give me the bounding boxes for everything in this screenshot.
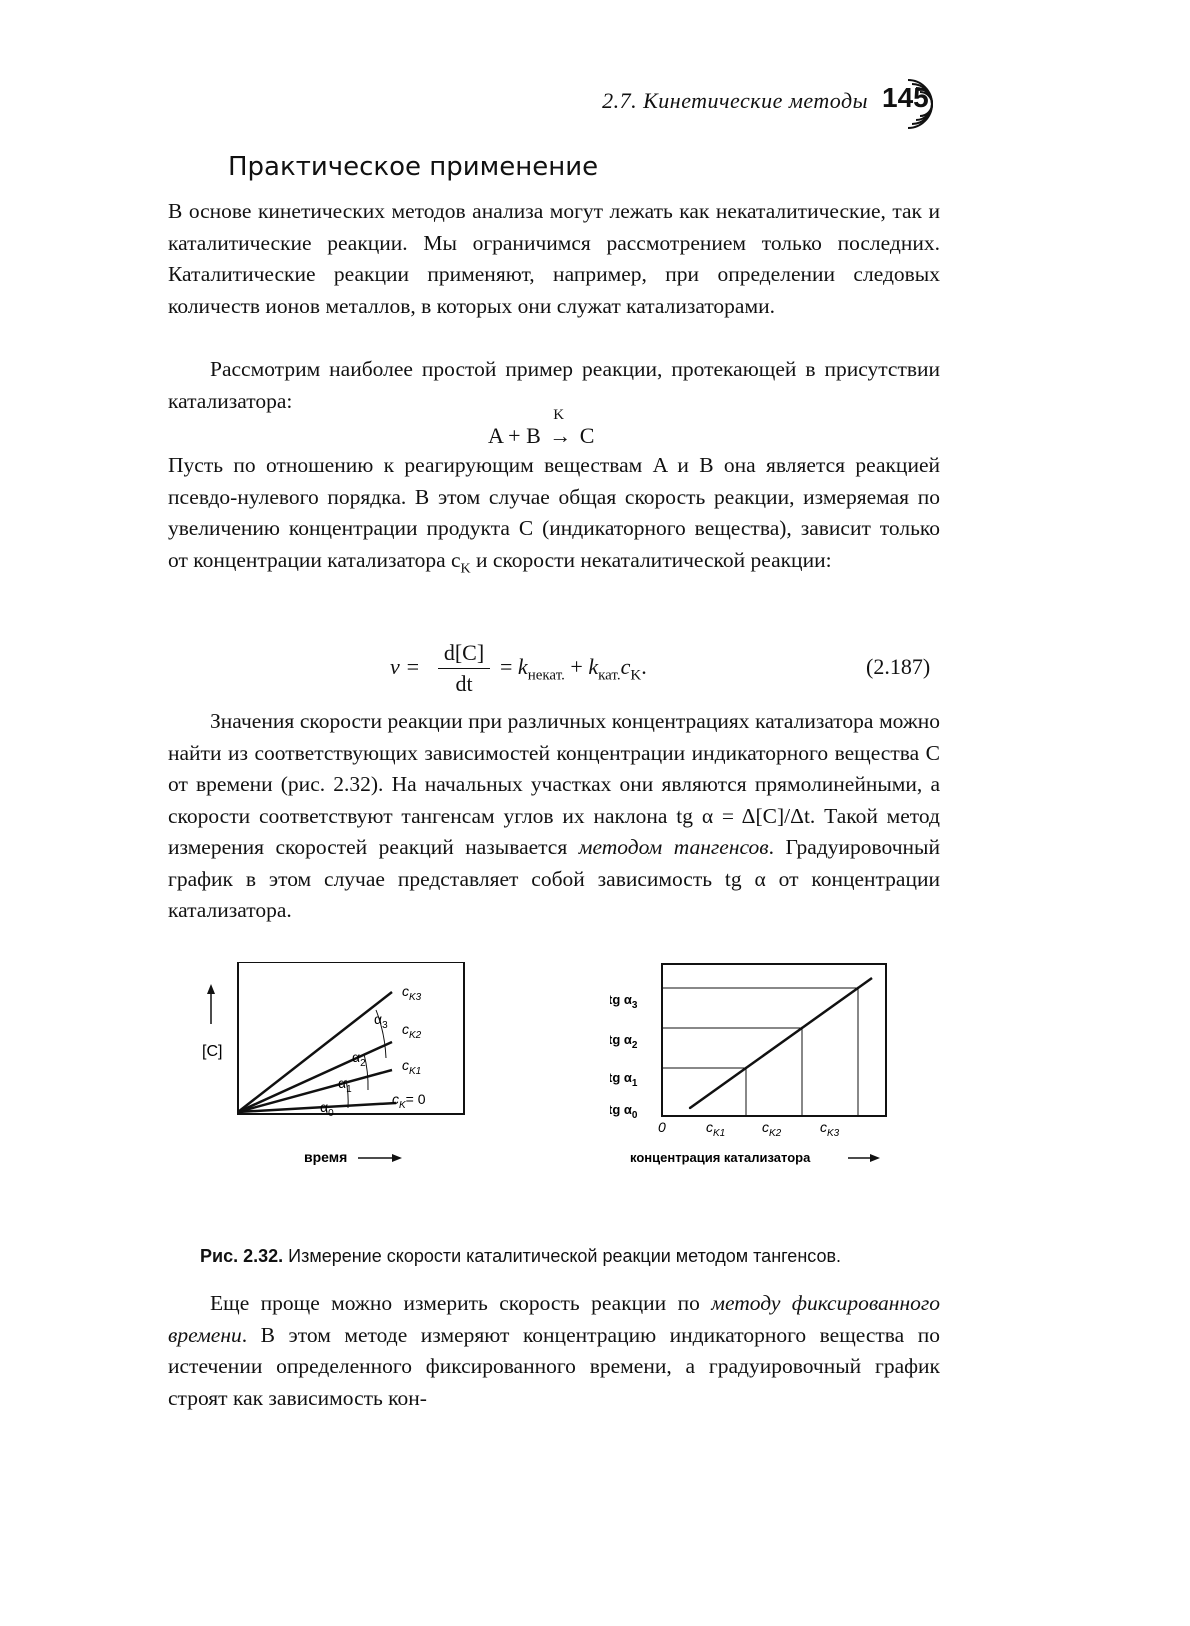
equation-k-kat-sub: кат. (598, 667, 621, 684)
label-ck0: $c_K= 0$ (392, 1091, 426, 1111)
reaction-reactants: A + B (488, 423, 541, 448)
equation-k-nekat: k (517, 654, 528, 679)
paragraph-4-text: Значения скорости реакции при различных концентрациях катализатора можно найти из соответствующих зависимостей концентрации индикаторного вещества C от времени (рис. 2.32). На начальных участках они являются прямолинейными, а скорости соответствуют тангенсам углов их наклона tg α = Δ[C]/Δt. Такой метод измерения скоростей реакций называется (168, 709, 940, 859)
equation-c-sub: K (630, 667, 642, 684)
paragraph-5-end: . В этом методе измеряют концентрацию индикаторного вещества по истечении определенного фиксированного времени, а градуировочный график строят как зависимость кон- (168, 1322, 940, 1410)
running-header: 2.7. Кинетические методы (602, 88, 868, 113)
ytick-tg-alpha0: tg $\alpha_0$ (610, 1102, 638, 1121)
reaction-catalyst: K (553, 407, 565, 423)
ytick-tg-alpha1: tg $\alpha_1$ (610, 1070, 638, 1089)
caption-label: Рис. 2.32. (200, 1246, 284, 1266)
equation-period: . (641, 654, 647, 679)
reaction-product: C (579, 423, 595, 448)
label-ck1: $c_{K1}$ (402, 1057, 422, 1077)
equation-rhs (500, 654, 647, 684)
figure-caption (200, 1246, 841, 1267)
label-ck3: $c_{K3}$ (402, 983, 422, 1003)
ylabel-left: [C] (202, 1043, 223, 1060)
label-alpha2: $\alpha_2$ (352, 1049, 366, 1069)
calibration-line (690, 978, 872, 1108)
reaction-arrow-glyph: → (549, 423, 572, 448)
paragraph-4-end: . Градуировочный график в этом случае представляет собой зависимость tg α от концентрации катализатора. (168, 835, 941, 922)
x-axis-arrowhead-left (392, 1154, 402, 1162)
paragraph-5 (168, 1288, 940, 1414)
paragraph-1: В основе кинетических методов анализа могут лежать как некаталитические, так и каталитические реакции. Мы ограничимся рассмотрением только последних. Каталитические реакции применяют, например, при определении следовых количеств ионов металлов, в которых они служат катализаторами. (168, 199, 940, 318)
xtick-ck2: $c_{K2}$ (762, 1119, 782, 1139)
x-axis-arrowhead-right (870, 1154, 880, 1162)
equation-denominator: dt (455, 671, 473, 696)
paragraph-5-italic: методу фиксированного времени (168, 1291, 940, 1347)
paragraph-3-text: Пусть по отношению к реагирующим веществам A и B она является реакцией псевдо-нулевого порядка. В этом случае общая скорость реакции, измеряемая по увеличению концентрации продукта C (индикаторного вещества), зависит только от концентрации катализатора c (168, 453, 940, 572)
xlabel-right: концентрация катализатора (630, 1150, 811, 1165)
label-alpha1: $\alpha_1$ (338, 1075, 352, 1095)
paragraph-3 (168, 450, 940, 584)
calibration-point-0 (689, 1107, 691, 1109)
section-heading: Практическое применение (228, 152, 599, 182)
figure-left-svg (196, 962, 486, 1192)
paragraph-4 (168, 706, 940, 927)
equation-equals: = (500, 654, 513, 679)
calibration-chart (610, 956, 910, 1188)
equation-plus: + (570, 654, 583, 679)
equation-k-nekat-sub: некат. (527, 667, 565, 684)
calibration-point-1 (745, 1067, 747, 1069)
label-alpha0: $\alpha_0$ (320, 1099, 334, 1119)
paragraph-4-italic: методом тангенсов (578, 835, 769, 859)
xtick-zero: 0 (658, 1119, 666, 1135)
chart-frame (662, 964, 886, 1116)
xtick-ck1: $c_{K1}$ (706, 1119, 726, 1139)
calibration-point-2 (801, 1027, 803, 1029)
paragraph-3-end: и скорости некаталитической реакции: (470, 547, 832, 572)
caption-text: Измерение скорости каталитической реакции методом тангенсов. (288, 1246, 842, 1266)
label-ck2: $c_{K2}$ (402, 1021, 422, 1041)
reaction-scheme (488, 407, 595, 449)
equation-2-187 (390, 640, 950, 700)
page-number-text: 145 (882, 82, 929, 113)
paragraph-3-sub: K (460, 560, 471, 576)
figure-right (610, 956, 910, 1193)
equation-c: c (620, 654, 631, 679)
ytick-tg-alpha3: tg $\alpha_3$ (610, 992, 638, 1011)
page-number (880, 76, 950, 132)
equation-numerator: d[C] (438, 640, 490, 669)
reaction-arrow (546, 407, 574, 449)
equation-fraction (438, 640, 490, 697)
equation-lhs: ν = (390, 654, 421, 679)
ytick-tg-alpha2: tg $\alpha_2$ (610, 1032, 638, 1051)
paragraph-2: Рассмотрим наиболее простой пример реакции, протекающей в присутствии катализатора: (168, 357, 940, 413)
paragraph-5-text: Еще проще можно измерить скорость реакции по (210, 1291, 712, 1315)
equation-number: (2.187) (866, 654, 931, 679)
equation-k-kat: k (588, 654, 599, 679)
page-number-ornament (902, 76, 944, 132)
xtick-ck3: $c_{K3}$ (820, 1119, 840, 1139)
label-alpha3: $\alpha_3$ (374, 1011, 388, 1031)
y-axis-arrowhead (207, 984, 215, 994)
calibration-point-3 (857, 987, 859, 989)
xlabel-left: время (304, 1149, 348, 1165)
figure-left (196, 962, 486, 1197)
